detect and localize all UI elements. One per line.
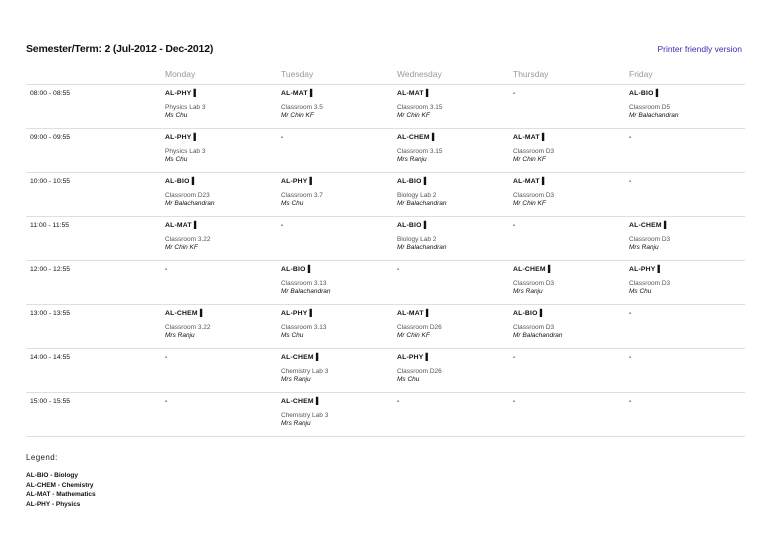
page-header — [26, 43, 742, 57]
timetable-cell — [397, 304, 513, 348]
room-name: Classroom D3 — [629, 279, 671, 287]
subject-code: AL-CHEM ▌ — [165, 309, 205, 317]
subject-code: AL-MAT ▌ — [165, 221, 199, 229]
room-name: Classroom 3.15 — [397, 147, 443, 155]
timetable-cell — [397, 260, 513, 304]
time-slot-label: 14:00 - 14:55 — [26, 348, 165, 392]
room-name: Classroom D26 — [397, 323, 442, 331]
room-name: Classroom D3 — [629, 235, 671, 243]
room-name: Classroom 3.13 — [281, 323, 327, 331]
table-row — [26, 216, 745, 260]
legend — [26, 453, 96, 509]
teacher-name: Mr Chin KF — [281, 111, 314, 119]
timetable-cell — [165, 304, 281, 348]
subject-code: AL-PHY ▌ — [281, 309, 315, 317]
time-column-header — [26, 68, 165, 84]
subject-code: - — [629, 397, 632, 405]
subject-code: - — [281, 221, 284, 229]
legend-item: AL-PHY - Physics — [26, 500, 81, 508]
subject-code: AL-BIO ▌ — [629, 89, 661, 97]
room-name: Classroom 3.22 — [165, 235, 211, 243]
table-header-row — [26, 68, 745, 84]
timetable-cell — [165, 348, 281, 392]
timetable-cell — [281, 392, 397, 436]
time-slot-label: 12:00 - 12:55 — [26, 260, 165, 304]
time-slot-label: 08:00 - 08:55 — [26, 84, 165, 128]
subject-code: - — [397, 397, 400, 405]
teacher-name: Ms Chu — [281, 331, 304, 339]
page-title: Semester/Term: 2 (Jul-2012 - Dec-2012) — [26, 43, 214, 55]
teacher-name: Mrs Ranju — [397, 155, 427, 163]
column-header-monday: Monday — [165, 68, 281, 84]
teacher-name: Ms Chu — [629, 287, 652, 295]
room-name: Biology Lab 2 — [397, 235, 437, 243]
timetable-cell — [281, 128, 397, 172]
subject-code: AL-MAT ▌ — [513, 177, 547, 185]
room-name: Classroom D5 — [629, 103, 671, 111]
timetable-cell — [513, 84, 629, 128]
teacher-name: Mr Balachandran — [397, 199, 447, 207]
time-slot-label: 10:00 - 10:55 — [26, 172, 165, 216]
teacher-name: Mr Chin KF — [397, 111, 430, 119]
column-header-wednesday: Wednesday — [397, 68, 513, 84]
timetable-cell — [513, 392, 629, 436]
timetable-cell — [397, 128, 513, 172]
timetable-cell — [629, 260, 745, 304]
timetable-cell — [165, 84, 281, 128]
time-slot-label: 11:00 - 11:55 — [26, 216, 165, 260]
teacher-name: Ms Chu — [397, 375, 420, 383]
room-name: Classroom 3.13 — [281, 279, 327, 287]
timetable — [26, 68, 745, 437]
subject-code: AL-BIO ▌ — [281, 265, 313, 273]
timetable-cell — [629, 128, 745, 172]
timetable-cell — [165, 392, 281, 436]
table-row — [26, 348, 745, 392]
subject-code: AL-CHEM ▌ — [281, 397, 321, 405]
column-header-tuesday: Tuesday — [281, 68, 397, 84]
subject-code: - — [629, 353, 632, 361]
timetable-cell — [629, 216, 745, 260]
room-name: Classroom D26 — [397, 367, 442, 375]
subject-code: AL-MAT ▌ — [281, 89, 315, 97]
subject-code: - — [513, 397, 516, 405]
timetable-cell — [165, 128, 281, 172]
room-name: Classroom 3.5 — [281, 103, 323, 111]
timetable-cell — [397, 84, 513, 128]
timetable-cell — [629, 392, 745, 436]
subject-code: - — [165, 353, 168, 361]
teacher-name: Mrs Ranju — [629, 243, 659, 251]
timetable-cell — [281, 84, 397, 128]
subject-code: AL-PHY ▌ — [281, 177, 315, 185]
room-name: Classroom 3.7 — [281, 191, 323, 199]
subject-code: AL-MAT ▌ — [513, 133, 547, 141]
teacher-name: Mr Balachandran — [397, 243, 447, 251]
room-name: Physics Lab 3 — [165, 147, 206, 155]
room-name: Classroom D3 — [513, 323, 555, 331]
subject-code: AL-PHY ▌ — [165, 89, 199, 97]
teacher-name: Mr Balachandran — [281, 287, 331, 295]
subject-code: - — [165, 397, 168, 405]
timetable-cell — [165, 260, 281, 304]
room-name: Biology Lab 2 — [397, 191, 437, 199]
table-row — [26, 392, 745, 436]
teacher-name: Mrs Ranju — [165, 331, 195, 339]
subject-code: AL-BIO ▌ — [513, 309, 545, 317]
subject-code: - — [513, 353, 516, 361]
column-header-friday: Friday — [629, 68, 745, 84]
timetable-cell — [281, 172, 397, 216]
table-row — [26, 304, 745, 348]
subject-code: - — [513, 89, 516, 97]
time-slot-label: 13:00 - 13:55 — [26, 304, 165, 348]
timetable-cell — [281, 304, 397, 348]
room-name: Classroom 3.15 — [397, 103, 443, 111]
timetable-cell — [281, 260, 397, 304]
subject-code: AL-BIO ▌ — [165, 177, 197, 185]
subject-code: AL-CHEM ▌ — [281, 353, 321, 361]
subject-code: - — [397, 265, 400, 273]
legend-item: AL-MAT - Mathematics — [26, 491, 96, 498]
teacher-name: Mr Chin KF — [165, 243, 198, 251]
teacher-name: Mr Chin KF — [397, 331, 430, 339]
subject-code: - — [165, 265, 168, 273]
timetable-cell — [629, 172, 745, 216]
timetable-cell — [397, 216, 513, 260]
legend-title: Legend: — [26, 453, 58, 462]
timetable-cell — [165, 216, 281, 260]
timetable-cell — [513, 216, 629, 260]
subject-code: - — [281, 133, 284, 141]
teacher-name: Mrs Ranju — [281, 419, 311, 427]
table-row — [26, 172, 745, 216]
teacher-name: Mr Balachandran — [165, 199, 215, 207]
subject-code: AL-CHEM ▌ — [397, 133, 437, 141]
table-row — [26, 128, 745, 172]
timetable-body — [26, 84, 745, 436]
timetable-cell — [397, 392, 513, 436]
legend-item: AL-BIO - Biology — [26, 472, 78, 479]
timetable-cell — [397, 172, 513, 216]
teacher-name: Ms Chu — [165, 111, 188, 119]
timetable-cell — [629, 348, 745, 392]
subject-code: AL-PHY ▌ — [397, 353, 431, 361]
subject-code: AL-CHEM ▌ — [513, 265, 553, 273]
table-row — [26, 260, 745, 304]
subject-code: - — [629, 133, 632, 141]
subject-code: AL-BIO ▌ — [397, 177, 429, 185]
timetable-cell — [281, 216, 397, 260]
teacher-name: Mr Chin KF — [513, 155, 546, 163]
room-name: Chemistry Lab 3 — [281, 367, 329, 375]
room-name: Classroom D3 — [513, 147, 555, 155]
timetable-cell — [513, 348, 629, 392]
teacher-name: Ms Chu — [281, 199, 304, 207]
teacher-name: Mr Balachandran — [629, 111, 679, 119]
legend-item: AL-CHEM - Chemistry — [26, 481, 94, 489]
timetable-cell — [629, 84, 745, 128]
subject-code: AL-PHY ▌ — [165, 133, 199, 141]
printer-friendly-link[interactable]: Printer friendly version — [657, 44, 742, 54]
teacher-name: Mr Balachandran — [513, 331, 563, 339]
room-name: Classroom 3.22 — [165, 323, 211, 331]
time-slot-label: 09:00 - 09:55 — [26, 128, 165, 172]
subject-code: AL-BIO ▌ — [397, 221, 429, 229]
timetable-cell — [165, 172, 281, 216]
timetable-cell — [513, 304, 629, 348]
room-name: Chemistry Lab 3 — [281, 411, 329, 419]
subject-code: AL-CHEM ▌ — [629, 221, 669, 229]
timetable-cell — [513, 260, 629, 304]
subject-code: AL-PHY ▌ — [629, 265, 663, 273]
subject-code: - — [629, 309, 632, 317]
timetable-cell — [513, 172, 629, 216]
subject-code: AL-MAT ▌ — [397, 309, 431, 317]
timetable-cell — [513, 128, 629, 172]
teacher-name: Ms Chu — [165, 155, 188, 163]
room-name: Classroom D3 — [513, 191, 555, 199]
teacher-name: Mr Chin KF — [513, 199, 546, 207]
room-name: Classroom D23 — [165, 191, 210, 199]
teacher-name: Mrs Ranju — [281, 375, 311, 383]
room-name: Physics Lab 3 — [165, 103, 206, 111]
subject-code: AL-MAT ▌ — [397, 89, 431, 97]
timetable-cell — [397, 348, 513, 392]
teacher-name: Mrs Ranju — [513, 287, 543, 295]
column-header-thursday: Thursday — [513, 68, 629, 84]
timetable-cell — [629, 304, 745, 348]
subject-code: - — [513, 221, 516, 229]
room-name: Classroom D3 — [513, 279, 555, 287]
table-row — [26, 84, 745, 128]
time-slot-label: 15:00 - 15:55 — [26, 392, 165, 436]
timetable-cell — [281, 348, 397, 392]
subject-code: - — [629, 177, 632, 185]
